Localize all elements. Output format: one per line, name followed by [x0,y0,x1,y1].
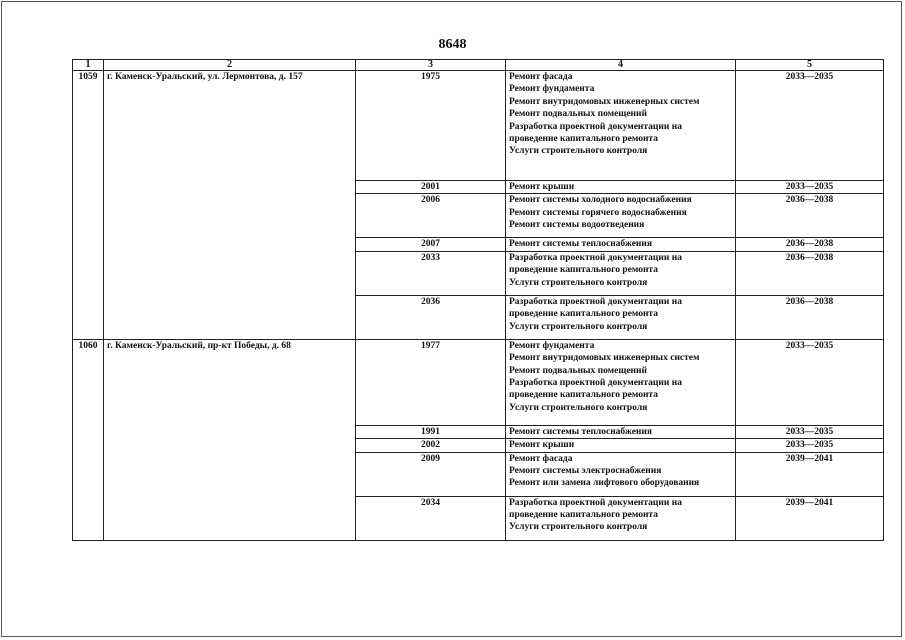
work-item: Ремонт фасада [509,453,573,464]
work-item: Разработка проектной документации на [509,497,682,508]
works-list [506,71,736,181]
table-row [73,71,884,181]
work-item: проведение капитального ремонта [509,134,658,145]
construction-year: 2033 [356,251,506,295]
work-item: Услуги строительного контроля [509,146,648,157]
construction-year: 1991 [356,425,506,438]
work-item: Услуги строительного контроля [509,522,648,533]
construction-year: 2002 [356,439,506,452]
header-col-1: 1 [73,60,104,71]
repair-period: 2036—2038 [736,251,884,295]
repair-period: 2033—2035 [736,181,884,194]
repair-period: 2033—2035 [736,339,884,425]
works-list [506,339,736,425]
building-number: 1060 [73,339,104,540]
work-item: Ремонт крыши [509,440,575,451]
works-list [506,238,736,251]
page-number: 8648 [438,37,467,52]
work-item: проведение капитального ремонта [509,390,658,401]
construction-year: 2036 [356,295,506,339]
work-item: Услуги строительного контроля [509,277,648,288]
work-item: Ремонт системы теплоснабжения [509,426,653,437]
header-row [73,60,884,71]
work-item: Разработка проектной документации на [509,252,682,263]
header-col-3: 3 [356,60,506,71]
repair-period: 2039—2041 [736,496,884,540]
repair-period: 2033—2035 [736,425,884,438]
work-item: Ремонт подвальных помещений [509,365,647,376]
work-item: проведение капитального ремонта [509,265,658,276]
work-item: Ремонт системы теплоснабжения [509,239,653,250]
works-list [506,496,736,540]
work-item: Ремонт системы холодного водоснабжения [509,195,692,206]
work-item: Ремонт или замена лифтового оборудования [509,478,700,489]
work-item: Ремонт фасада [509,72,573,82]
works-list [506,181,736,194]
work-item: Ремонт системы электроснабжения [509,466,662,477]
work-item: Ремонт внутридомовых инженерных систем [509,353,700,364]
works-list [506,425,736,438]
work-item: Услуги строительного контроля [509,321,648,332]
work-item: проведение капитального ремонта [509,510,658,521]
work-item: проведение капитального ремонта [509,309,658,320]
header-col-5: 5 [736,60,884,71]
table-row [73,339,884,425]
works-list [506,452,736,496]
repair-period: 2036—2038 [736,295,884,339]
work-item: Ремонт фундамента [509,340,595,351]
work-item: Ремонт системы горячего водоснабжения [509,207,687,218]
repair-period: 2033—2035 [736,439,884,452]
work-item: Ремонт системы водоотведения [509,220,645,231]
repair-schedule-table [72,59,884,541]
works-list [506,194,736,238]
table-body [73,71,884,541]
construction-year: 1977 [356,339,506,425]
header-col-4: 4 [506,60,736,71]
work-item: Разработка проектной документации на [509,378,682,389]
repair-period: 2033—2035 [736,71,884,181]
construction-year: 2009 [356,452,506,496]
building-address: г. Каменск-Уральский, пр-кт Победы, д. 68 [104,339,356,540]
work-item: Разработка проектной документации на [509,296,682,307]
construction-year: 2006 [356,194,506,238]
work-item: Ремонт фундамента [509,84,595,95]
work-item: Ремонт крыши [509,182,575,192]
construction-year: 2001 [356,181,506,194]
building-address: г. Каменск-Уральский, ул. Лермонтова, д. 157 [104,71,356,340]
repair-period: 2036—2038 [736,194,884,238]
construction-year: 2007 [356,238,506,251]
header-col-2: 2 [104,60,356,71]
work-item: Услуги строительного контроля [509,402,648,413]
work-item: Разработка проектной документации на [509,121,682,132]
repair-period: 2036—2038 [736,238,884,251]
building-number: 1059 [73,71,104,340]
works-list [506,251,736,295]
works-list [506,439,736,452]
repair-period: 2039—2041 [736,452,884,496]
work-item: Ремонт подвальных помещений [509,109,647,120]
works-list [506,295,736,339]
construction-year: 1975 [356,71,506,181]
construction-year: 2034 [356,496,506,540]
work-item: Ремонт внутридомовых инженерных систем [509,96,700,107]
